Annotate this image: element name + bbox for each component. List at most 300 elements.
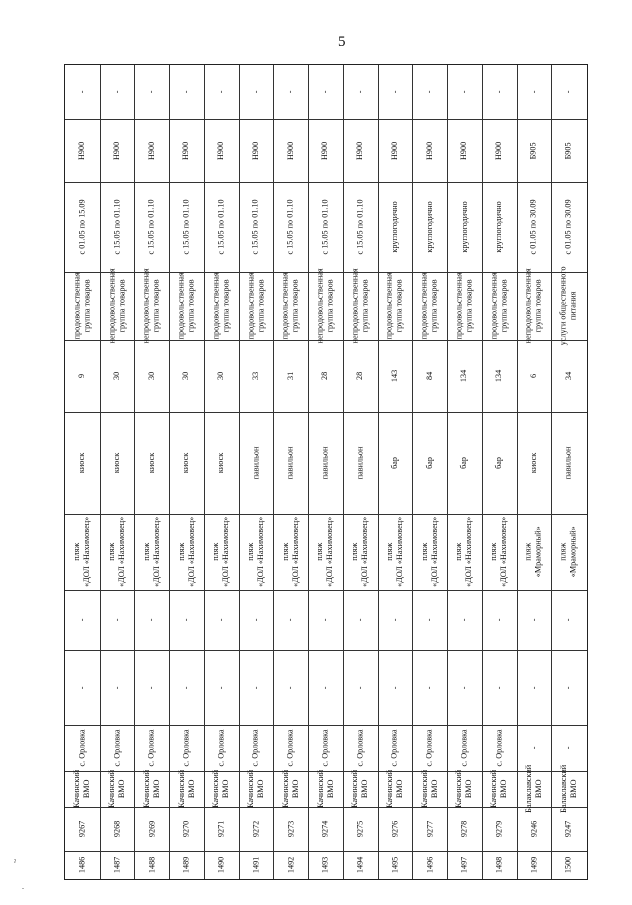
cell-settlement xyxy=(343,725,378,771)
cell-district xyxy=(204,771,239,807)
cell-text: продовольственная группа товаров xyxy=(246,272,266,340)
cell-district xyxy=(134,771,169,807)
cell-specialization xyxy=(134,268,169,344)
cell-street xyxy=(482,650,517,725)
cell-text: - xyxy=(424,686,434,689)
cell-district xyxy=(412,771,447,807)
cell-text: - xyxy=(181,90,191,94)
cell-area xyxy=(482,340,517,412)
cell-house xyxy=(273,590,308,650)
cell-text: с 15.05 по 01.10 xyxy=(320,199,330,255)
cell-text: - xyxy=(112,618,122,622)
cell-specialization xyxy=(100,268,135,344)
cell-text: пляж «ДОЛ «Нахимовец» xyxy=(280,516,300,588)
cell-extra xyxy=(204,65,239,119)
cell-location xyxy=(308,514,343,590)
cell-id xyxy=(343,807,378,851)
cell-area xyxy=(517,340,552,412)
cell-code xyxy=(239,119,274,182)
cell-text: непродовольственная группа товаров xyxy=(315,268,335,344)
cell-text: 1500 xyxy=(563,856,573,873)
cell-text: непродовольственная группа товаров xyxy=(107,268,127,344)
cell-text: - xyxy=(528,746,538,750)
cell-object-type xyxy=(100,412,135,514)
cell-num xyxy=(447,851,482,878)
cell-text: 1499 xyxy=(528,856,538,873)
cell-text: Н900 xyxy=(285,141,295,160)
cell-num xyxy=(100,851,135,878)
cell-period xyxy=(239,182,274,272)
cell-num xyxy=(204,851,239,878)
cell-settlement xyxy=(447,725,482,771)
cell-extra xyxy=(447,65,482,119)
cell-period xyxy=(343,182,378,272)
cell-text: павильон xyxy=(355,446,365,480)
cell-text: киоск xyxy=(216,452,226,474)
cell-text: - xyxy=(494,90,504,94)
cell-text: 9278 xyxy=(459,820,469,838)
cell-num xyxy=(169,851,204,878)
data-table xyxy=(64,64,588,880)
cell-id xyxy=(482,807,517,851)
cell-text: Н900 xyxy=(320,141,330,160)
cell-text: - xyxy=(146,618,156,622)
cell-settlement xyxy=(204,725,239,771)
cell-object-type xyxy=(308,412,343,514)
page-number: 5 xyxy=(338,34,346,50)
cell-text: 1496 xyxy=(424,856,434,873)
cell-street xyxy=(169,650,204,725)
cell-house xyxy=(412,590,447,650)
cell-id xyxy=(273,807,308,851)
cell-num xyxy=(343,851,378,878)
cell-text: Н900 xyxy=(355,141,365,160)
cell-text: 9246 xyxy=(528,820,538,838)
cell-text: бар xyxy=(424,457,434,469)
cell-text: продовольственная группа товаров xyxy=(385,272,404,340)
cell-street xyxy=(134,650,169,725)
cell-id xyxy=(517,807,552,851)
cell-text: 9279 xyxy=(494,820,504,838)
cell-object-type xyxy=(343,412,378,514)
cell-extra xyxy=(273,65,308,119)
cell-area xyxy=(169,340,204,412)
cell-text: с 15.05 по 01.10 xyxy=(355,199,365,255)
cell-text: непродовольственная группа товаров xyxy=(141,268,161,344)
cell-district xyxy=(517,764,552,814)
cell-text: с. Орловка xyxy=(494,729,504,767)
cell-period xyxy=(169,182,204,272)
cell-district xyxy=(343,771,378,807)
cell-house xyxy=(169,590,204,650)
cell-code xyxy=(204,119,239,182)
cell-text: - xyxy=(285,618,295,622)
cell-text: Качинский ВМО xyxy=(107,770,127,808)
cell-text: с. Орловка xyxy=(216,729,226,767)
cell-text: круглогодично xyxy=(390,201,400,253)
cell-text: Качинский ВМО xyxy=(280,770,300,808)
cell-specialization xyxy=(239,272,274,340)
cell-num xyxy=(517,851,552,878)
cell-settlement xyxy=(308,725,343,771)
cell-text: 28 xyxy=(320,371,330,381)
cell-text: круглогодично xyxy=(424,201,434,253)
cell-num xyxy=(482,851,517,878)
cell-house xyxy=(308,590,343,650)
cell-area xyxy=(100,340,135,412)
cell-code xyxy=(447,119,482,182)
cell-area xyxy=(308,340,343,412)
cell-extra xyxy=(169,65,204,119)
cell-street xyxy=(343,650,378,725)
cell-settlement xyxy=(239,725,274,771)
cell-location xyxy=(412,514,447,590)
cell-text: 1490 xyxy=(216,856,226,873)
cell-text: - xyxy=(216,686,226,689)
cell-street xyxy=(204,650,239,725)
cell-text: - xyxy=(181,618,191,622)
cell-text: - xyxy=(459,618,469,622)
cell-text: с. Орловка xyxy=(285,729,295,767)
cell-house xyxy=(482,590,517,650)
cell-area xyxy=(378,340,413,412)
cell-location xyxy=(551,514,586,590)
cell-text: павильон xyxy=(251,446,261,480)
cell-settlement xyxy=(134,725,169,771)
cell-street xyxy=(273,650,308,725)
cell-text: с. Орловка xyxy=(181,729,191,767)
cell-text: - xyxy=(494,618,504,622)
cell-text: Н900 xyxy=(146,141,156,160)
cell-text: с 15.05 по 01.10 xyxy=(146,199,156,255)
cell-settlement xyxy=(65,725,100,771)
cell-text: пляж «ДОЛ «Нахимовец» xyxy=(141,516,161,588)
cell-text: - xyxy=(355,90,365,94)
cell-text: 1492 xyxy=(285,856,295,873)
cell-text: пляж «ДОЛ «Нахимовец» xyxy=(176,516,196,588)
cell-text: - xyxy=(320,618,330,622)
cell-text: пляж «ДОЛ «Нахимовец» xyxy=(350,516,370,588)
cell-text: 9272 xyxy=(251,820,261,838)
cell-text: 30 xyxy=(146,371,156,381)
cell-text: 28 xyxy=(355,371,365,381)
cell-id xyxy=(412,807,447,851)
cell-text: 34 xyxy=(563,371,573,381)
cell-object-type xyxy=(273,412,308,514)
cell-text: продовольственная группа товаров xyxy=(211,272,231,340)
cell-extra xyxy=(134,65,169,119)
cell-house xyxy=(65,590,100,650)
cell-id xyxy=(100,807,135,851)
scan-mark: . xyxy=(22,882,24,891)
cell-district xyxy=(239,771,274,807)
cell-district xyxy=(447,771,482,807)
cell-text: киоск xyxy=(146,452,156,474)
cell-text: - xyxy=(459,90,469,94)
cell-text: с 15.05 по 01.10 xyxy=(251,199,261,255)
cell-code xyxy=(308,119,343,182)
cell-text: продовольственная группа товаров xyxy=(454,272,474,340)
cell-text: Качинский ВМО xyxy=(315,770,335,808)
cell-text: - xyxy=(216,618,226,622)
cell-period xyxy=(100,182,135,272)
cell-text: пляж «ДОЛ «Нахимовец» xyxy=(72,516,92,588)
cell-street xyxy=(551,650,586,725)
cell-text: 9274 xyxy=(320,820,330,838)
cell-text: с 01.05 по 30.09 xyxy=(563,199,573,255)
cell-text: 30 xyxy=(181,371,191,381)
cell-code xyxy=(169,119,204,182)
cell-id xyxy=(65,807,100,851)
cell-text: - xyxy=(251,618,261,622)
cell-area xyxy=(343,340,378,412)
cell-house xyxy=(239,590,274,650)
cell-num xyxy=(239,851,274,878)
cell-text: Б905 xyxy=(563,142,573,159)
cell-text: продовольственная группа товаров xyxy=(72,272,92,340)
cell-text: - xyxy=(563,618,573,622)
cell-text: киоск xyxy=(528,452,538,474)
cell-text: 9268 xyxy=(112,820,122,838)
cell-text: 84 xyxy=(424,371,434,381)
cell-district xyxy=(482,771,517,807)
cell-text: с. Орловка xyxy=(112,729,122,767)
cell-extra xyxy=(308,65,343,119)
cell-location xyxy=(343,514,378,590)
cell-text: Н900 xyxy=(494,141,504,160)
cell-street xyxy=(239,650,274,725)
cell-num xyxy=(551,851,586,878)
cell-text: пляж «ДОЛ «Нахимовец» xyxy=(315,516,335,588)
cell-text: - xyxy=(251,686,261,689)
cell-text: Н900 xyxy=(112,141,122,160)
cell-street xyxy=(65,650,100,725)
cell-specialization xyxy=(412,272,447,340)
cell-text: пляж «Мраморный» xyxy=(558,526,578,578)
cell-specialization xyxy=(204,272,239,340)
cell-extra xyxy=(378,65,413,119)
cell-text: - xyxy=(424,90,434,94)
cell-house xyxy=(204,590,239,650)
cell-text: Н900 xyxy=(251,141,261,160)
cell-text: - xyxy=(355,686,365,689)
cell-text: 9269 xyxy=(146,820,156,838)
cell-text: 1487 xyxy=(112,856,122,873)
cell-text: 9 xyxy=(77,373,87,379)
cell-house xyxy=(100,590,135,650)
cell-house xyxy=(517,590,552,650)
cell-text: Качинский ВМО xyxy=(454,770,474,808)
cell-text: бар xyxy=(390,457,400,469)
cell-district xyxy=(65,771,100,807)
cell-text: 9273 xyxy=(285,820,295,838)
cell-text: с. Орловка xyxy=(424,729,434,767)
cell-text: круглогодично xyxy=(459,201,469,253)
cell-text: - xyxy=(146,90,156,94)
cell-text: Н900 xyxy=(181,141,191,160)
cell-text: 9270 xyxy=(181,820,191,838)
cell-text: пляж «Мраморный» xyxy=(524,526,543,578)
cell-code xyxy=(412,119,447,182)
cell-code xyxy=(134,119,169,182)
cell-text: 1489 xyxy=(181,856,191,873)
cell-text: бар xyxy=(459,457,469,469)
cell-text: продовольственная группа товаров xyxy=(280,272,300,340)
cell-code xyxy=(482,119,517,182)
cell-text: киоск xyxy=(112,452,122,474)
cell-text: 9271 xyxy=(216,820,226,838)
cell-settlement xyxy=(412,725,447,771)
cell-period xyxy=(517,182,552,272)
cell-extra xyxy=(412,65,447,119)
cell-text: 33 xyxy=(251,371,261,381)
cell-text: непродовольственная группа товаров xyxy=(524,268,543,344)
cell-location xyxy=(169,514,204,590)
cell-text: 31 xyxy=(285,371,295,381)
cell-text: 1498 xyxy=(494,856,504,873)
cell-house xyxy=(378,590,413,650)
cell-text: - xyxy=(355,618,365,622)
cell-text: павильон xyxy=(285,446,295,480)
cell-text: 1497 xyxy=(459,856,469,873)
cell-text: 1495 xyxy=(390,856,400,873)
cell-street xyxy=(100,650,135,725)
cell-extra xyxy=(551,65,586,119)
cell-text: киоск xyxy=(77,452,87,474)
cell-num xyxy=(65,851,100,878)
cell-object-type xyxy=(447,412,482,514)
cell-id xyxy=(169,807,204,851)
cell-text: 9247 xyxy=(563,820,573,838)
cell-specialization xyxy=(378,272,413,340)
cell-text: пляж «ДОЛ «Нахимовец» xyxy=(489,516,509,588)
cell-period xyxy=(482,182,517,272)
cell-code xyxy=(65,119,100,182)
cell-text: - xyxy=(390,686,400,689)
cell-id xyxy=(239,807,274,851)
cell-location xyxy=(273,514,308,590)
cell-code xyxy=(378,119,413,182)
cell-text: павильон xyxy=(563,446,573,480)
cell-text: - xyxy=(563,746,573,750)
cell-text: - xyxy=(112,686,122,689)
cell-text: - xyxy=(77,90,87,94)
cell-settlement xyxy=(273,725,308,771)
cell-area xyxy=(273,340,308,412)
cell-text: 6 xyxy=(528,373,538,379)
cell-text: 134 xyxy=(459,369,469,383)
cell-text: 143 xyxy=(390,369,400,383)
cell-text: - xyxy=(216,90,226,94)
cell-text: с. Орловка xyxy=(77,729,87,767)
cell-text: - xyxy=(251,90,261,94)
cell-location xyxy=(378,514,413,590)
cell-code xyxy=(551,119,586,182)
cell-street xyxy=(447,650,482,725)
cell-period xyxy=(134,182,169,272)
cell-id xyxy=(447,807,482,851)
cell-text: 30 xyxy=(112,371,122,381)
cell-specialization xyxy=(308,268,343,344)
cell-district xyxy=(100,771,135,807)
cell-text: пляж «ДОЛ «Нахимовец» xyxy=(419,516,439,588)
cell-text: Балаклавский ВМО xyxy=(558,764,578,814)
cell-street xyxy=(378,650,413,725)
cell-text: киоск xyxy=(181,452,191,474)
cell-object-type xyxy=(482,412,517,514)
cell-text: - xyxy=(528,90,538,94)
cell-code xyxy=(517,119,552,182)
cell-text: 1488 xyxy=(146,856,156,873)
cell-text: пляж «ДОЛ «Нахимовец» xyxy=(454,516,474,588)
cell-settlement xyxy=(482,725,517,771)
cell-text: Н900 xyxy=(459,141,469,160)
cell-text: Качинский ВМО xyxy=(419,770,439,808)
cell-object-type xyxy=(169,412,204,514)
cell-settlement xyxy=(100,725,135,771)
cell-text: с. Орловка xyxy=(390,729,400,767)
cell-text: Балаклавский ВМО xyxy=(524,764,543,814)
cell-area xyxy=(447,340,482,412)
cell-text: с 01.05 по 30.09 xyxy=(528,199,538,255)
cell-area xyxy=(412,340,447,412)
cell-house xyxy=(551,590,586,650)
cell-text: - xyxy=(320,686,330,689)
cell-num xyxy=(378,851,413,878)
cell-specialization xyxy=(517,268,552,344)
cell-text: с 15.05 по 01.10 xyxy=(112,199,122,255)
cell-text: Качинский ВМО xyxy=(350,770,370,808)
cell-street xyxy=(412,650,447,725)
cell-text: Качинский ВМО xyxy=(176,770,196,808)
cell-specialization xyxy=(169,272,204,340)
cell-text: Б905 xyxy=(528,142,538,159)
cell-object-type xyxy=(65,412,100,514)
cell-settlement xyxy=(169,725,204,771)
cell-district xyxy=(308,771,343,807)
cell-text: Качинский ВМО xyxy=(489,770,509,808)
cell-house xyxy=(343,590,378,650)
cell-period xyxy=(273,182,308,272)
cell-text: - xyxy=(528,618,538,622)
cell-period xyxy=(65,182,100,272)
cell-text: непродовольственная группа товаров xyxy=(350,268,370,344)
cell-code xyxy=(343,119,378,182)
cell-location xyxy=(204,514,239,590)
cell-id xyxy=(204,807,239,851)
cell-num xyxy=(308,851,343,878)
cell-id xyxy=(378,807,413,851)
cell-specialization xyxy=(551,266,586,346)
cell-text: пляж «ДОЛ «Нахимовец» xyxy=(107,516,127,588)
cell-specialization xyxy=(482,272,517,340)
cell-code xyxy=(273,119,308,182)
cell-extra xyxy=(343,65,378,119)
cell-text: продовольственная группа товаров xyxy=(489,272,509,340)
cell-text: услуги общественного питания xyxy=(558,266,578,346)
cell-code xyxy=(100,119,135,182)
cell-text: с. Орловка xyxy=(355,729,365,767)
cell-num xyxy=(412,851,447,878)
cell-text: Качинский ВМО xyxy=(385,770,404,808)
cell-period xyxy=(447,182,482,272)
cell-house xyxy=(447,590,482,650)
cell-text: - xyxy=(563,686,573,689)
cell-specialization xyxy=(273,272,308,340)
cell-text: 1493 xyxy=(320,856,330,873)
cell-district xyxy=(169,771,204,807)
cell-text: - xyxy=(494,686,504,689)
